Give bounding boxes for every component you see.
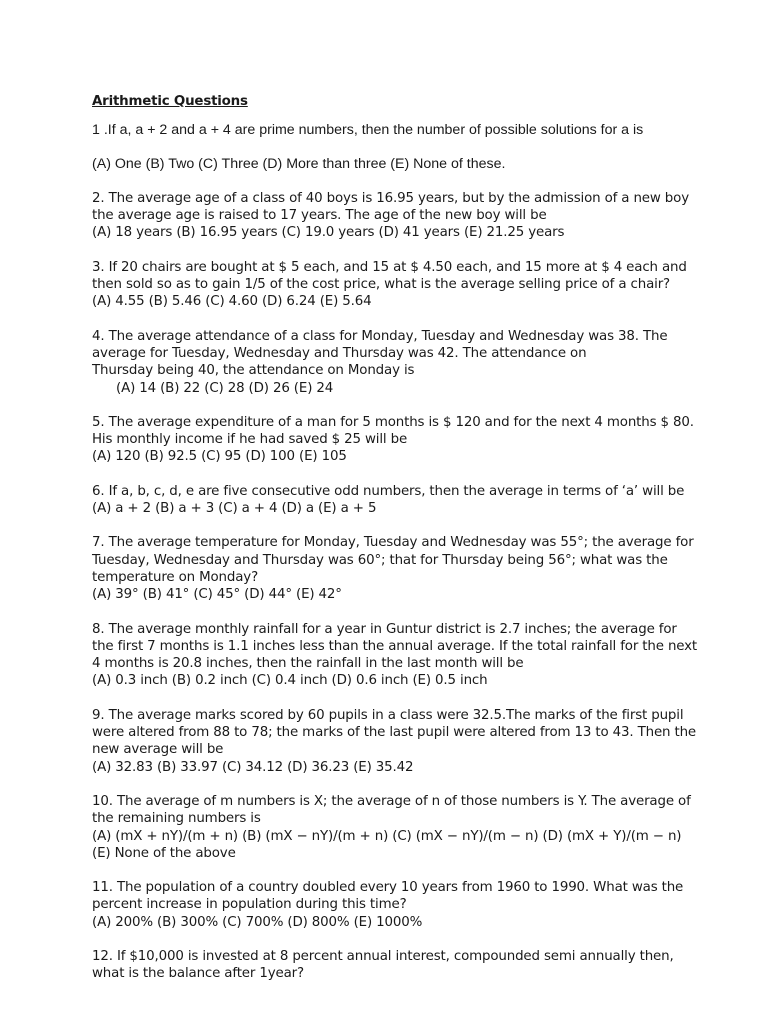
page-title: Arithmetic Questions	[92, 94, 248, 109]
question-line: 4 months is 20.8 inches, then the rainfall in the last month will be	[92, 656, 524, 672]
question-line: what is the balance after 1year?	[92, 966, 304, 982]
question-line: the first 7 months is 1.1 inches less than the annual average. If the total rainfall for the next	[92, 638, 698, 654]
question-line: Tuesday, Wednesday and Thursday was 60°; that for Thursday being 56°; what was the	[92, 552, 668, 568]
question-options: (A) 4.55 (B) 5.46 (C) 4.60 (D) 6.24 (E) 5.64	[92, 294, 372, 310]
question-options: (A) 32.83 (B) 33.97 (C) 34.12 (D) 36.23 (E) 35.42	[92, 759, 414, 775]
question-line: Thursday being 40, the attendance on Monday is	[92, 363, 415, 379]
question-line: 2. The average age of a class of 40 boys is 16.95 years, but by the admission of a new boy	[92, 190, 689, 206]
document-page	[92, 93, 712, 1000]
question-line: percent increase in population during this time?	[92, 897, 407, 913]
question-line: then sold so as to gain 1/5 of the cost price, what is the average selling price of a chair?	[92, 277, 671, 293]
question-9	[92, 707, 712, 776]
question-line: temperature on Monday?	[92, 569, 259, 585]
question-line: 8. The average monthly rainfall for a year in Guntur district is 2.7 inches; the average for	[92, 621, 677, 637]
question-line: 6. If a, b, c, d, e are five consecutive odd numbers, then the average in terms of ‘a’ will be	[92, 483, 685, 499]
question-1-options	[92, 156, 712, 173]
question-3	[92, 259, 712, 311]
question-line: 3. If 20 chairs are bought at $ 5 each, and 15 at $ 4.50 each, and 15 more at $ 4 each and	[92, 259, 687, 275]
question-line: the average age is raised to 17 years. The age of the new boy will be	[92, 208, 547, 224]
question-line: 11. The population of a country doubled every 10 years from 1960 to 1990. What was the	[92, 880, 684, 896]
question-line: 4. The average attendance of a class for Monday, Tuesday and Wednesday was 38. The	[92, 328, 668, 344]
question-line: new average will be	[92, 742, 224, 758]
question-options: (A) 0.3 inch (B) 0.2 inch (C) 0.4 inch (D) 0.6 inch (E) 0.5 inch	[92, 673, 488, 689]
question-7	[92, 534, 712, 603]
question-10	[92, 793, 712, 862]
question-options: (A) 18 years (B) 16.95 years (C) 19.0 years (D) 41 years (E) 21.25 years	[92, 225, 565, 241]
question-options: (E) None of the above	[92, 845, 236, 861]
question-options: (A) 120 (B) 92.5 (C) 95 (D) 100 (E) 105	[92, 449, 347, 465]
question-line: 10. The average of m numbers is X; the average of n of those numbers is Y. The average of	[92, 793, 691, 809]
question-1	[92, 122, 712, 139]
question-11	[92, 879, 712, 931]
question-4	[92, 328, 712, 397]
question-options: (A) 14 (B) 22 (C) 28 (D) 26 (E) 24	[116, 380, 334, 396]
question-12	[92, 948, 712, 983]
question-options: (A) 200% (B) 300% (C) 700% (D) 800% (E) 1000%	[92, 914, 423, 930]
question-options: (A) a + 2 (B) a + 3 (C) a + 4 (D) a (E) a + 5	[92, 501, 377, 517]
question-line: 12. If $10,000 is invested at 8 percent annual interest, compounded semi annually then,	[92, 948, 674, 964]
question-2	[92, 190, 712, 242]
question-line: 1 .If a, a + 2 and a + 4 are prime numbers, then the number of possible solutions for a is	[92, 122, 644, 139]
question-line: the remaining numbers is	[92, 811, 261, 827]
question-line: (A) One (B) Two (C) Three (D) More than three (E) None of these.	[92, 155, 506, 172]
question-line: average for Tuesday, Wednesday and Thursday was 42. The attendance on	[92, 345, 587, 361]
question-6	[92, 483, 712, 518]
question-5	[92, 414, 712, 466]
question-line: 7. The average temperature for Monday, Tuesday and Wednesday was 55°; the average for	[92, 535, 694, 551]
question-line: His monthly income if he had saved $ 25 will be	[92, 432, 408, 448]
question-line: 9. The average marks scored by 60 pupils in a class were 32.5.The marks of the first pupil	[92, 707, 684, 723]
question-line: were altered from 88 to 78; the marks of the last pupil were altered from 13 to 43. Then the	[92, 725, 697, 741]
question-8	[92, 621, 712, 690]
question-options: (A) 39° (B) 41° (C) 45° (D) 44° (E) 42°	[92, 587, 342, 603]
question-line: 5. The average expenditure of a man for 5 months is $ 120 and for the next 4 months $ 80.	[92, 414, 694, 430]
question-options: (A) (mX + nY)/(m + n) (B) (mX − nY)/(m + n) (C) (mX − nY)/(m − n) (D) (mX + Y)/(m − n)	[92, 828, 682, 844]
